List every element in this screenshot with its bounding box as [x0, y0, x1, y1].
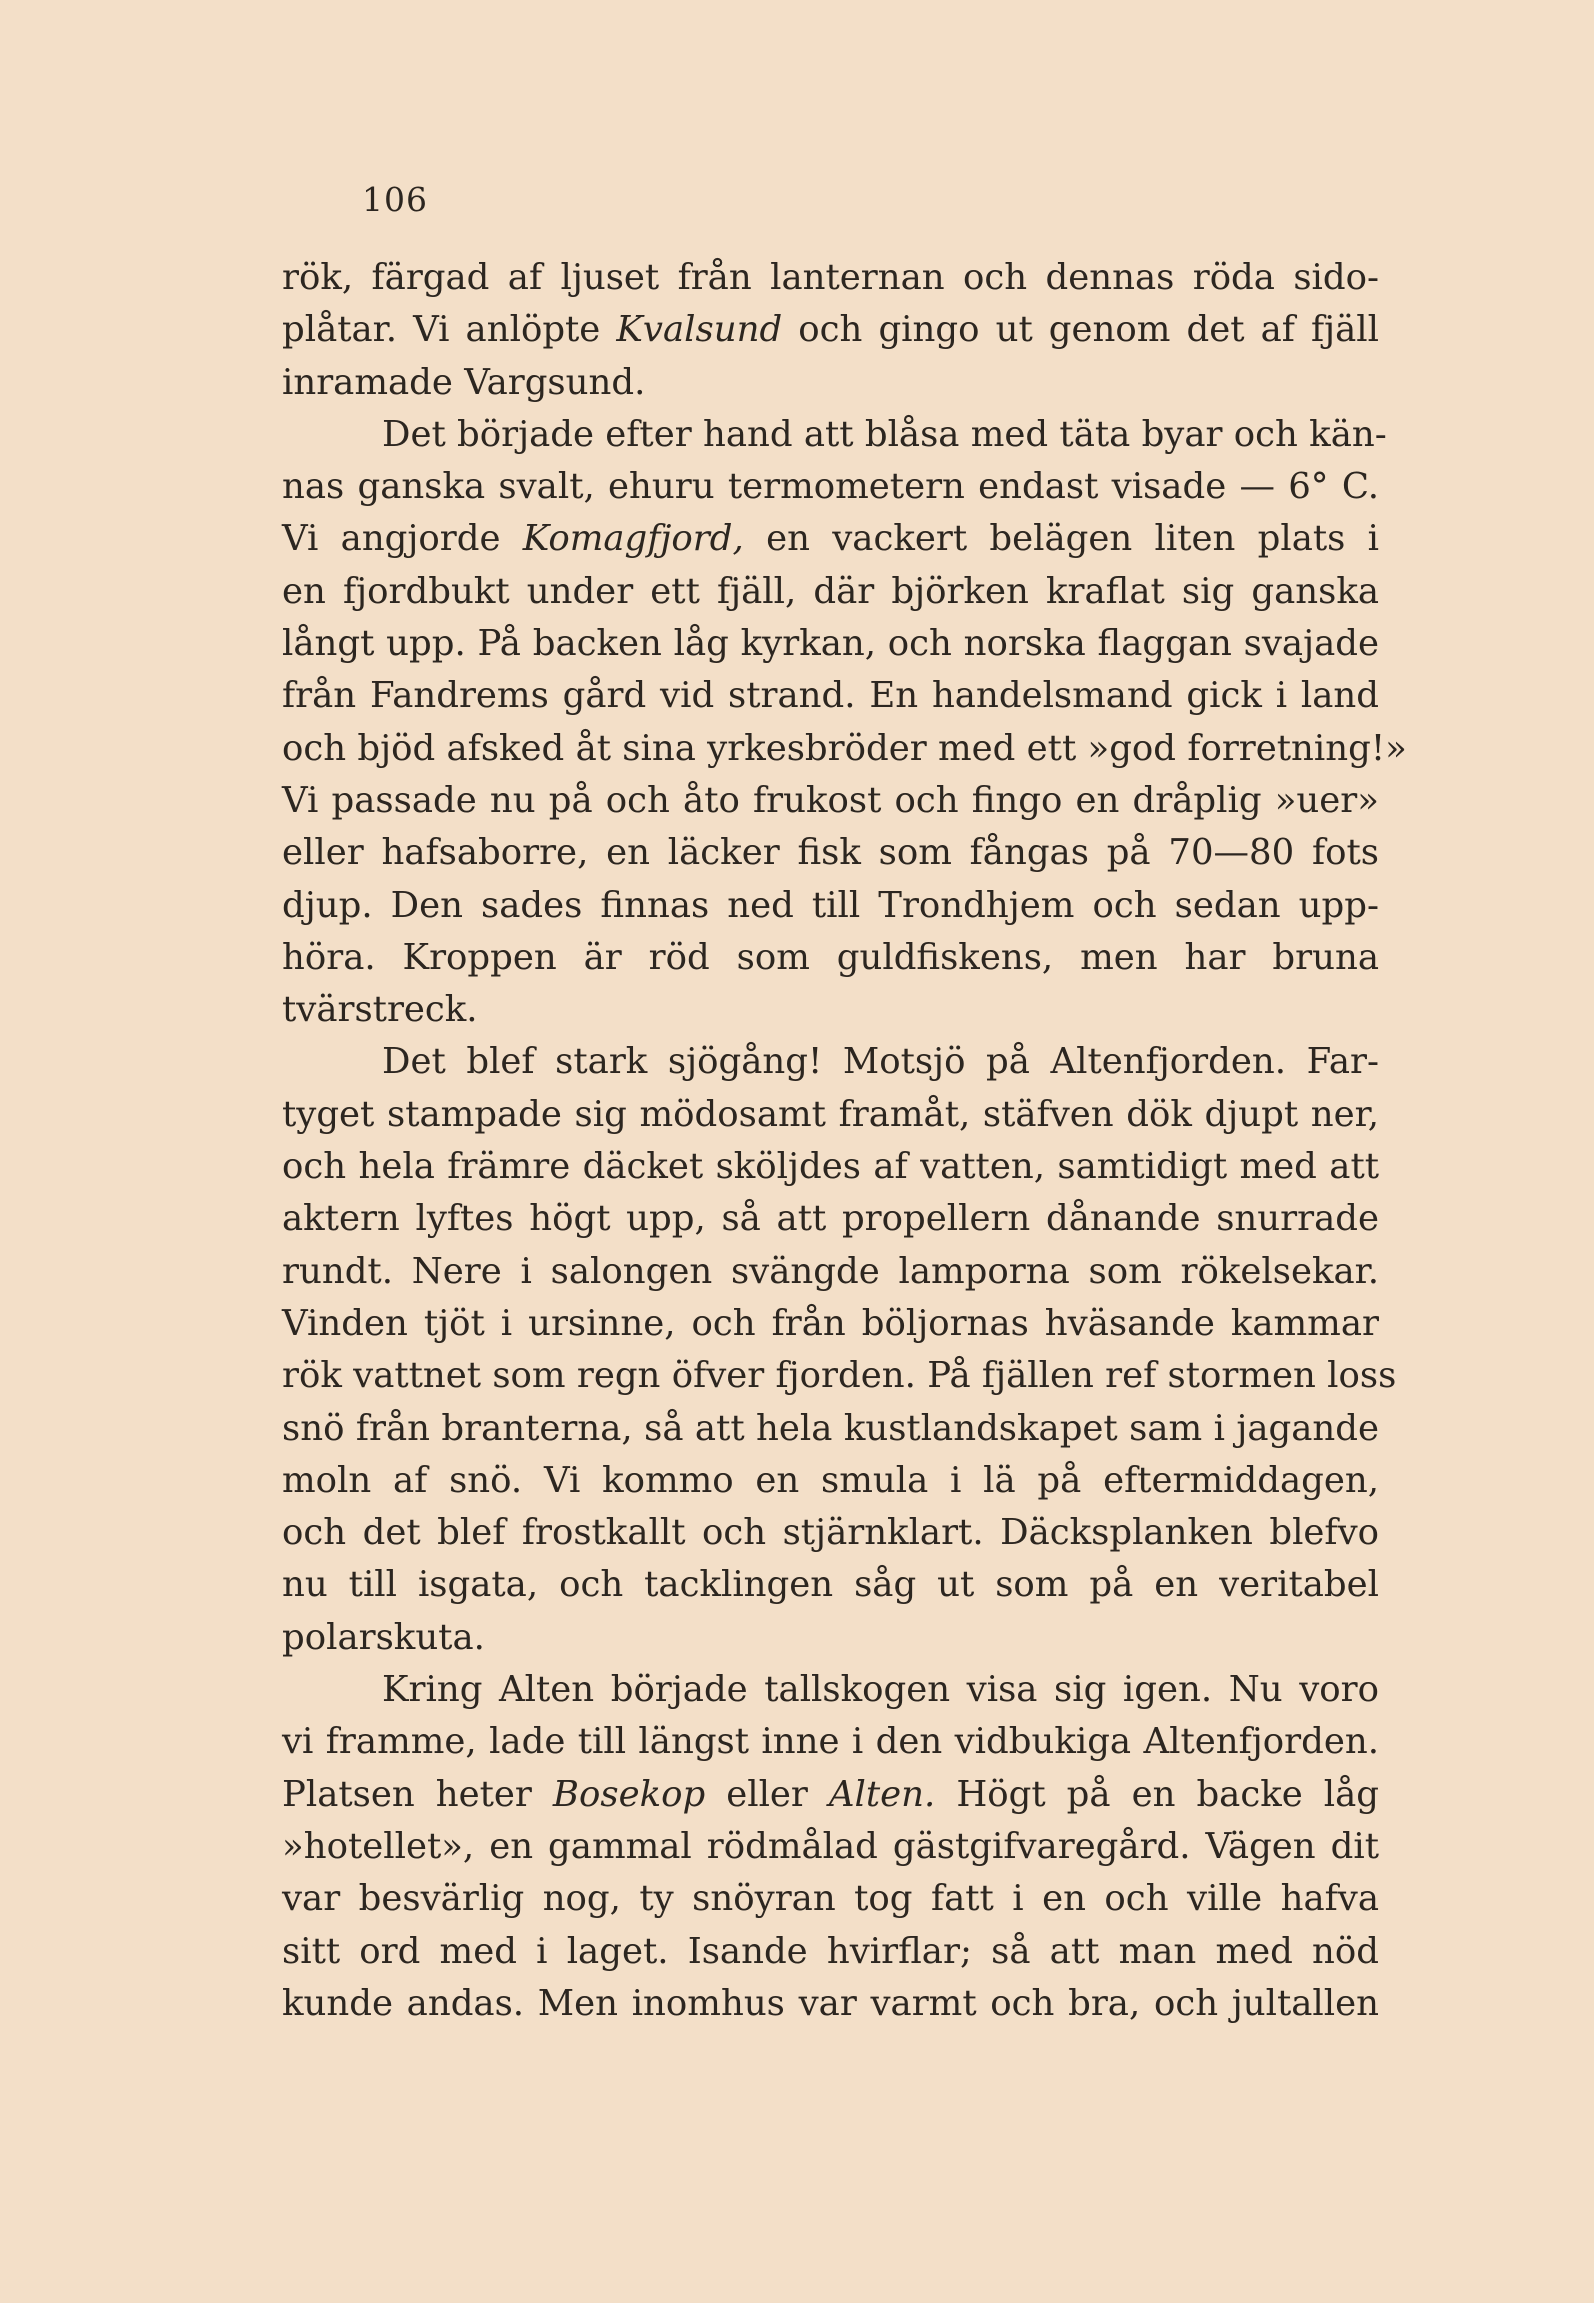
text-run: eller hafsaborre, en läcker fisk som fångas på 70—80 fots: [282, 832, 1379, 874]
text-run: moln af snö. Vi kommo en smula i lä på eftermiddagen,: [282, 1459, 1379, 1501]
text-run: Högt på en backe låg: [935, 1773, 1380, 1815]
text-run: inramade Vargsund.: [282, 361, 646, 403]
text-run: sitt ord med i laget. Isande hvirflar; så att man med nöd: [282, 1930, 1379, 1972]
italic-place-name: Alten.: [828, 1773, 936, 1815]
text-run: plåtar. Vi anlöpte: [282, 309, 617, 351]
text-line: [282, 932, 1379, 984]
body-text: [282, 252, 1407, 2030]
text-line: [282, 1350, 1397, 1402]
text-run: nas ganska svalt, ehuru termometern endast visade — 6° C.: [282, 466, 1379, 508]
text-line: [282, 723, 1407, 775]
text-line: [282, 1298, 1379, 1350]
text-line: [282, 357, 1379, 409]
text-line: [282, 618, 1379, 670]
text-line: [282, 1612, 1379, 1664]
text-line: [282, 1873, 1379, 1925]
text-run: kunde andas. Men inomhus var varmt och bra, och jultallen: [282, 1982, 1379, 2024]
text-run: Vi passade nu på och åto frukost och fingo en dråplig »uer»: [282, 779, 1379, 821]
text-line: [282, 1821, 1379, 1873]
text-line: [282, 775, 1379, 827]
text-line: [282, 1507, 1379, 1559]
text-line: [282, 1559, 1379, 1611]
text-line: [282, 1246, 1379, 1298]
text-line: [282, 409, 1387, 461]
text-line: [282, 670, 1379, 722]
italic-place-name: Komagfjord,: [522, 518, 744, 560]
text-run: och hela främre däcket sköljdes af vatten, samtidigt med att: [282, 1146, 1379, 1188]
text-line: [282, 984, 1379, 1036]
text-run: aktern lyftes högt upp, så att propellern dånande snurrade: [282, 1198, 1379, 1240]
text-run: djup. Den sades finnas ned till Trondhjem och sedan upp-: [282, 884, 1379, 926]
text-line: [282, 1455, 1379, 1507]
text-run: Platsen heter: [282, 1773, 553, 1815]
text-run: och det blef frostkallt och stjärnklart. Däcksplanken blefvo: [282, 1512, 1379, 1554]
text-line: [282, 1926, 1379, 1978]
text-run: Vinden tjöt i ursinne, och från böljornas hväsande kammar: [282, 1302, 1379, 1344]
text-line: [282, 566, 1379, 618]
text-line: [282, 1664, 1379, 1716]
text-line: [282, 1141, 1379, 1193]
text-line: [282, 1403, 1379, 1455]
text-run: Kring Alten började tallskogen visa sig igen. Nu voro: [382, 1669, 1379, 1711]
text-run: nu till isgata, och tacklingen såg ut som på en veritabel: [282, 1564, 1379, 1606]
text-run: tvärstreck.: [282, 989, 478, 1031]
italic-place-name: Bosekop: [552, 1773, 706, 1815]
text-run: »hotellet», en gammal rödmålad gästgifvaregård. Vägen dit: [282, 1825, 1379, 1867]
text-run: Det blef stark sjögång! Motsjö på Altenfjorden. Far-: [382, 1041, 1379, 1083]
italic-place-name: Kvalsund: [616, 309, 783, 351]
text-line: [282, 880, 1379, 932]
text-line: [282, 513, 1379, 565]
text-line: [282, 1769, 1379, 1821]
text-run: Vi angjorde: [282, 518, 523, 560]
text-run: var besvärlig nog, ty snöyran tog fatt i en och ville hafva: [282, 1878, 1379, 1920]
text-run: rök, färgad af ljuset från lanternan och dennas röda sido-: [282, 257, 1379, 298]
text-run: polarskuta.: [282, 1616, 485, 1658]
text-run: en vackert belägen liten plats i: [743, 518, 1379, 560]
text-line: [282, 304, 1379, 356]
text-run: från Fandrems gård vid strand. En handelsmand gick i land: [282, 675, 1379, 717]
text-run: och gingo ut genom det af fjäll: [782, 309, 1379, 351]
text-line: [282, 1089, 1379, 1141]
text-run: långt upp. På backen låg kyrkan, och norska flaggan svajade: [282, 623, 1379, 665]
text-line: [282, 1716, 1379, 1768]
text-line: [282, 1978, 1379, 2030]
text-run: rundt. Nere i salongen svängde lamporna som rökelsekar.: [282, 1250, 1379, 1292]
text-run: eller: [705, 1773, 829, 1815]
text-run: vi framme, lade till längst inne i den vidbukiga Altenfjorden.: [282, 1721, 1379, 1763]
page-number: 106: [362, 180, 428, 219]
text-line: [282, 252, 1379, 304]
text-line: [282, 827, 1379, 879]
text-line: [282, 461, 1379, 513]
text-run: snö från branterna, så att hela kustlandskapet sam i jagande: [282, 1407, 1379, 1449]
text-run: Det började efter hand att blåsa med täta byar och kän-: [382, 413, 1387, 455]
text-run: tyget stampade sig mödosamt framåt, stäfven dök djupt ner,: [282, 1093, 1379, 1135]
text-run: höra. Kroppen är röd som guldfiskens, men har bruna: [282, 936, 1379, 978]
text-run: och bjöd afsked åt sina yrkesbröder med ett »god forretning!»: [282, 727, 1407, 769]
text-run: rök vattnet som regn öfver fjorden. På fjällen ref stormen loss: [282, 1355, 1397, 1397]
text-line: [282, 1036, 1379, 1088]
text-line: [282, 1193, 1379, 1245]
text-run: en fjordbukt under ett fjäll, där björken kraflat sig ganska: [282, 570, 1379, 612]
